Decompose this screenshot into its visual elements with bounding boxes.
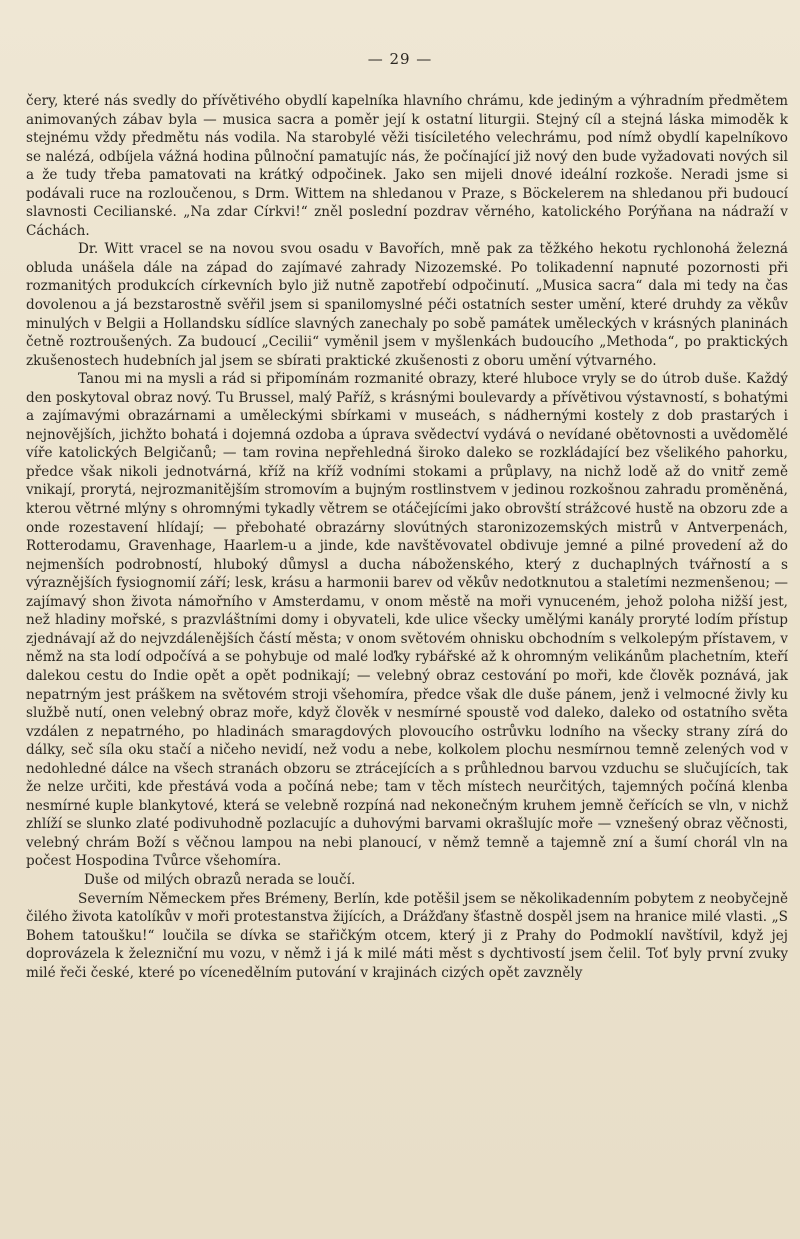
body-text <box>26 92 788 982</box>
page-number: — 29 — <box>367 50 433 68</box>
paragraph-3: Tanou mi na mysli a rád si připomínám rozmanité obrazy, které hluboce vryly se do útrob duše. Každý den poskytoval obraz nový. Tu Brussel, malý Paříž, s krásnými boulevardy a přívětivou výstavností, s bohatými a zajímavými obrazárnami a uměleckými sbírkami v museách, s nádhernými kostely z dob prastarých i nejnovějších, jichžto bohatá i dojemná ozdoba a úprava svědectví vydává o nevídané obětovnosti a uvědomělé víře katolických Belgičanů; — tam rovina nepřehledná široko daleko se rozkládající bez všelikého pahorku, předce však nikoli jednotvárná, kříž na kříž vodními stokami a průplavy, na nichž lodě až do vnitř země vnikají, prorytá, nejrozmanitějším stromovím a bujným rostlinstvem v jedinou rozkošnou zahradu proměněná, kterou větrné mlýny s ohromnými tykadly větrem se otáčejícími jako obrovští strážcové hustě na obzoru zde a onde rozestavení hlídají; — přebohaté obrazárny slovútných staronizozemských mistrů v Antverpenách, Rotterodamu, Gravenhage, Haarlem-u a jinde, kde navštěvovatel obdivuje jemné a pilné provedení až do nejmenších podrobností, hluboký důmysl a ducha náboženského, který z duchaplných tvářností a s výraznějších fysiognomií září; lesk, krásu a harmonii barev od věkův nedotknutou a staletími nezmenšenou; — zajímavý shon života námořního v Amsterdamu, v onom městě na moři vynuceném, jehož poloha nižší jest, než hladiny mořské, s prazvláštními domy i obyvateli, kde ulice všecky umělými kanály proryté lodím přístup zjednávají až do nejvzdálenějších částí města; v onom světovém ohnisku obchodním s velkolepým přístavem, v němž na sta lodí odpočívá a se pohybuje od malé loďky rybářské až k ohromným velikánům plachetním, kteří dalekou cestu do Indie opět a opět podnikají; — velebný obraz cestování po moři, kde člověk poznává, jak nepatrným jest práškem na světovém stroji všehomíra, předce však dle duše pánem, jenž i velmocné živly ku službě nutí, onen velebný obraz moře, když člověk v nesmírné spoustě vod daleko, daleko od ostatního světa vzdálen z nepatrného, po hladinách smaragdových plovoucího ostrůvku lodního na všecky strany zírá do dálky, seč síla oku stačí a ničeho nevidí, než vodu a nebe, kolkolem plochu nesmírnou temně zelených vod v nedohledné dálce na všech stranách obzoru se ztrácejících a s průhlednou barvou vzduchu se slučujících, tak že nelze určiti, kde přestává voda a počíná nebe; tam v těch místech neurčitých, tajemných počíná klenba nesmírné kuple blankytové, která se velebně rozpíná nad nekonečným kruhem jemně čeřících se vln, v nichž zhlíží se slunko zlaté podivuhodně pozlacujíc a duhovými barvami okrašlujíc moře — vznešený obraz věčnosti, velebný chrám Boží s věčnou lampou na nebi planoucí, v němž temně a tajemně zní a šumí chorál vln na počest Hospodina Tvůrce všehomíra. <box>26 371 788 870</box>
paragraph-4: Duše od milých obrazů nerada se loučí. <box>84 871 356 888</box>
paragraph-5: Severním Německem přes Brémeny, Berlín, kde potěšil jsem se několikadenním pobytem z neobyčejně čilého života katolíkův v moři protestanstva žijících, a Drážďany šťastně dospěl jsem na hranice milé vlasti. „S Bohem tatoušku!“ loučila se dívka se stařičkým otcem, který ji z Prahy do Podmoklí navštívil, když jej doprovázela k železniční mu vozu, v němž i já k milé máti měst s dychtivostí jsem čelil. Toť byly první zvuky milé řeči české, které po vícenedělním putování v krajinách cizých opět zavzněly <box>26 890 788 981</box>
paragraph-2: Dr. Witt vracel se na novou svou osadu v Bavořích, mně pak za těžkého hekotu rychlonohá železná obluda unášela dále na západ do zajímavé zahrady Nizozemské. Po tolikadenní napnuté pozornosti při rozmanitých produkcích církevních bylo již nutně zapotřebí odpočinutí. „Musica sacra“ dala mi tedy na čas dovolenou a já bezstarostně svěřil jsem si spanilomyslné péči ostatních sester umění, které druhdy za věkův minulých v Belgii a Hollandsku sídlíce slavných zanechaly po sobě památek uměleckých v krásných planinách četně roztroušených. Za budoucí „Cecilii“ vyměnil jsem v myšlenkách budoucího „Methoda“, po praktických zkušenostech hudebních jal jsem se sbírati praktické zkušenosti z oboru umění výtvarného. <box>26 241 788 369</box>
paragraph-1: čery, které nás svedly do přívětivého obydlí kapelníka hlavního chrámu, kde jediným a výhradním předmětem animovaných zábav byla — musica sacra a poměr její k ostatní liturgii. Stejný cíl a stejná láska mimoděk k stejnému vždy předmětu nás vodila. Na starobylé věži tisíciletého velechrámu, pod nímž obydlí kapelníkovo se nalézá, odbíjela vážná hodina půlnoční pamatujíc nás, že počínající již nový den bude vyžadovati nových sil a že tudy třeba pamatovati na krátký odpočinek. Jako sen mijeli dnové ideální rozkoše. Neradi jsme si podávali ruce na rozloučenou, s Drm. Wittem na shledanou v Praze, s Böckelerem na shledanou při budoucí slavnosti Cecilianské. „Na zdar Církvi!“ zněl poslední pozdrav věrného, katolického Porýňana na nádraží v Cáchách. <box>26 93 788 239</box>
